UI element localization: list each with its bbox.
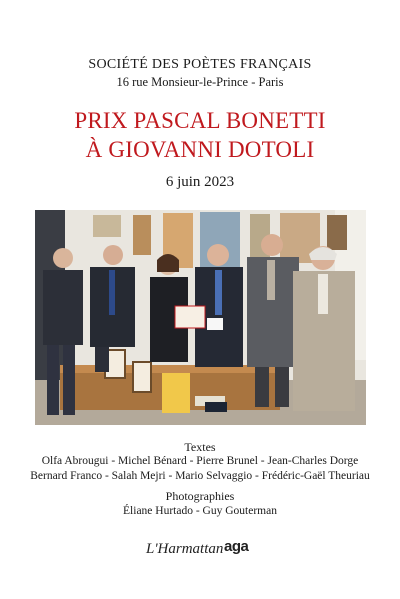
photographs-label: Photographies — [165, 489, 235, 503]
society-name: SOCIÉTÉ DES POÈTES FRANÇAIS — [88, 57, 312, 72]
aga-logo: aga — [224, 538, 249, 555]
society-address: 16 rue Monsieur-le-Prince - Paris — [116, 75, 284, 89]
publisher-logos — [0, 538, 400, 568]
title-line-2: À GIOVANNI DOTOLI — [85, 137, 315, 162]
texts-label: Textes — [184, 440, 216, 454]
title-line-1: PRIX PASCAL BONETTI — [74, 108, 326, 133]
group-photo-illustration — [35, 210, 366, 425]
cover-photo — [35, 210, 366, 425]
photographers: Éliane Hurtado - Guy Gouterman — [123, 505, 277, 517]
event-date: 6 juin 2023 — [165, 174, 235, 190]
authors-line-1: Olfa Abrougui - Michel Bénard - Pierre Brunel - Jean-Charles Dorge — [41, 455, 359, 467]
authors-line-2: Bernard Franco - Salah Mejri - Mario Selvaggio - Frédéric-Gaël Theuriau — [30, 470, 370, 482]
harmattan-logo: L'Harmattan — [146, 541, 224, 557]
